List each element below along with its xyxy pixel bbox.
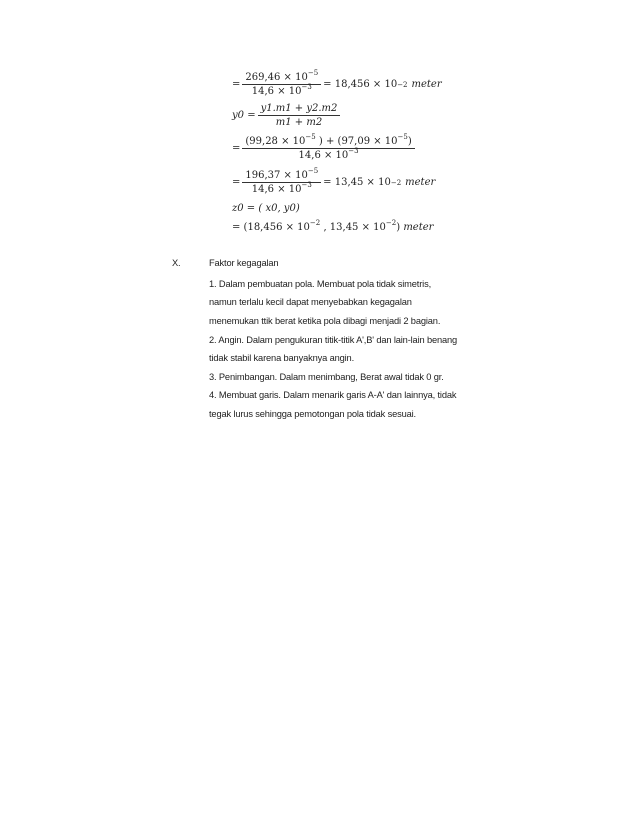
- equals-sign: =: [232, 143, 241, 154]
- numerator: 269,46 × 10: [245, 72, 308, 83]
- coordinate-x: = (18,456 × 10: [232, 222, 310, 233]
- equals-sign: =: [232, 79, 241, 90]
- paragraph-line: menemukan ttik berat ketika pola dibagi menjadi 2 bagian.: [209, 316, 441, 326]
- paragraph-line: 3. Penimbangan. Dalam menimbang, Berat awal tidak 0 gr.: [209, 372, 444, 382]
- equation-2: [232, 103, 342, 128]
- equation-5: z0 = ( x0, y0): [232, 203, 300, 214]
- exponent: −3: [301, 181, 312, 189]
- exponent: −5: [307, 69, 319, 77]
- fraction: [242, 133, 414, 161]
- numerator-part: ): [407, 136, 412, 147]
- coordinate-y: , 13,45 × 10: [323, 222, 386, 233]
- unit: meter: [411, 79, 442, 90]
- fraction: [242, 167, 321, 195]
- numerator: y1.m1 + y2.m2: [258, 103, 341, 116]
- paragraph-line: namun terlalu kecil dapat menyebabkan kegagalan: [209, 297, 412, 307]
- denominator: m1 + m2: [275, 117, 323, 128]
- result: = 13,45 × 10: [323, 177, 391, 188]
- numerator-part: ) + (97,09 × 10: [318, 136, 398, 147]
- equation-3: [232, 133, 417, 161]
- unit: meter: [403, 222, 434, 233]
- paragraph-line: tegak lurus sehingga pemotongan pola tidak sesuai.: [209, 409, 416, 419]
- equation-1: = $\frac{269,46 \times 10^{-5}}{14,6 \times 10^{-3}}$ = 18,456 × 10 −2 meter: [232, 69, 442, 97]
- section-number: X.: [172, 258, 181, 268]
- numerator-part: (99,28 × 10: [245, 136, 306, 147]
- closing-paren: ): [396, 222, 401, 233]
- equation-4: = $\frac{196,37 \times 10^{-5}}{14,6 \times 10^{-3}}$ = 13,45 × 10 −2 meter: [232, 167, 436, 195]
- exponent: −2: [385, 219, 397, 227]
- result: = 18,456 × 10: [323, 79, 398, 90]
- equation-lead: y0 =: [232, 110, 256, 121]
- unit: meter: [405, 177, 436, 188]
- numerator: 196,37 × 10: [245, 170, 308, 181]
- denominator: 14,6 × 10: [251, 86, 302, 97]
- exponent: −3: [301, 83, 312, 91]
- equals-sign: =: [232, 177, 241, 188]
- fraction: [242, 69, 321, 97]
- equation-6: [232, 219, 434, 233]
- denominator: 14,6 × 10: [298, 150, 349, 161]
- paragraph-line: 4. Membuat garis. Dalam menarik garis A-A' dan lainnya, tidak: [209, 390, 457, 400]
- exponent: −3: [348, 147, 359, 155]
- exponent: −5: [307, 167, 319, 175]
- fraction: [258, 103, 341, 128]
- paragraph-line: 2. Angin. Dalam pengukuran titik-titik A',B' dan lain-lain benang: [209, 335, 458, 345]
- section-title: Faktor kegagalan: [209, 258, 279, 268]
- denominator: 14,6 × 10: [251, 184, 302, 195]
- exponent: −5: [305, 133, 316, 141]
- exponent: −2: [309, 219, 321, 227]
- exponent: −5: [397, 133, 408, 141]
- paragraph-line: tidak stabil karena banyaknya angin.: [209, 353, 354, 363]
- paragraph-line: 1. Dalam pembuatan pola. Membuat pola tidak simetris,: [209, 279, 432, 289]
